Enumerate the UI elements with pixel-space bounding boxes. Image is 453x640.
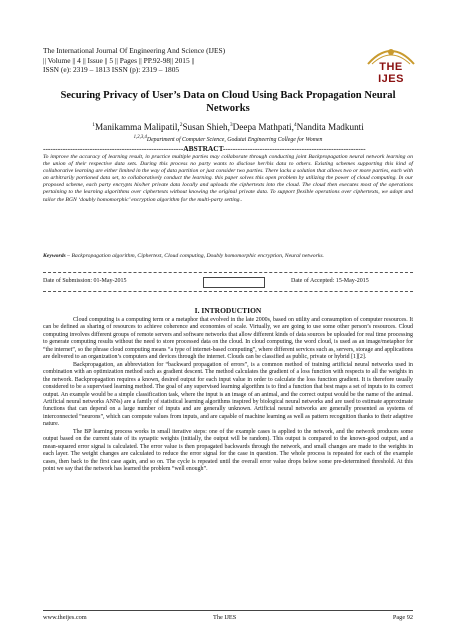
date-submission: Date of Submission: 01-May-2015 bbox=[43, 278, 127, 284]
paper-title: Securing Privacy of User’s Data on Cloud Using Back Propagation Neural Networks bbox=[60, 90, 396, 114]
author-3-number: 3 bbox=[229, 122, 233, 128]
footer-website[interactable]: www.theijes.com bbox=[43, 614, 87, 621]
paragraph-1: Cloud computing is a computing term or a metaphor that evolved in the late 2000s, based on utility and consumption of computer resources. It can be defined as sharing of resources to achieve coherence and economies of scale. Virtually, we are going to use some other person’s resources. Cloud computing involves different groups of remote servers and software networks that allow different kinds of data sources be uploaded for real time processing to generate computing results without the need to store processed data on the cloud. In cloud computing, the word cloud, is used as an image/metaphor for “the internet”, so the phrase cloud computing means “a type of internet-based computing”, where different services such as, servers, storage and applications are delivered to an organization’s computers and devices through the internet. Clouds can be classified as public, private or hybrid [1][2]. bbox=[43, 317, 413, 361]
logo-text: THE IJES bbox=[378, 61, 404, 85]
keywords-label: Keywords bbox=[43, 253, 66, 259]
journal-name: The International Journal Of Engineering And Science (IJES) bbox=[43, 46, 226, 55]
author-2-number: 2 bbox=[179, 122, 183, 128]
divider-bottom bbox=[43, 291, 413, 292]
author-3: Deepa Mathpati bbox=[232, 122, 292, 133]
divider-top bbox=[43, 272, 413, 273]
author-4: Nandita Madkunti bbox=[296, 122, 364, 133]
date-accepted: Date of Accepted: 15-May-2015 bbox=[291, 278, 369, 284]
affiliation-text: Department of Computer Science, Godutai Engineering College for Women bbox=[146, 136, 323, 143]
paragraph-2: Backpropagation, an abbreviation for “backward propagation of errors”, is a common method of training artificial neural networks used in combination with an optimization method such as gradient descent. The method calculates the gradient of a loss function with respects to all the weights in the network. Backpropagation requires a known, desired output for each input value in order to calculate the loss function gradient. It is therefore usually considered to be a supervised learning method. The goal of any supervised learning algorithm is to find a function that best maps a set of inputs to its correct output. An example would be a simple classification task, where the input is an image of an animal, and the correct output would be the name of the animal. Artificial neural networks ANNs) are a family of statistical learning algorithms inspired by biological neural networks and are used to estimate approximate functions that can depend on a large number of inputs and are generally unknown. Artificial neural networks are generally presented as systems of interconnected “neurons”, which can compute values from inputs, and are capable of machine learning as well as pattern recognition thanks to their adaptive nature. bbox=[43, 361, 413, 428]
author-2: Susan Shieh bbox=[182, 122, 228, 133]
section-heading: I. INTRODUCTION bbox=[194, 306, 262, 315]
keywords bbox=[43, 253, 413, 260]
journal-logo bbox=[366, 44, 416, 84]
dates-separator-box bbox=[203, 277, 265, 288]
journal-issn: ISSN (e): 2319 – 1813 ISSN (p): 2319 – 1805 bbox=[43, 65, 180, 75]
abstract-heading: ---------------------------------------------------------ABSTRACT---------------------------------------------------------- bbox=[43, 144, 366, 153]
paragraph-3: The BP learning process works in small iterative steps: one of the example cases is applied to the network, and the network produces some output based on the current state of its synaptic weights (initially, the output will be random). This output is compared to the known-good output, and a mean-squared error signal is calculated. The error value is then propagated backwards through the network, and small changes are made to the weights in each layer. The weight changes are calculated to reduce the error signal for the case in question. The whole process is repeated for each of the example cases, then back to the first case again, and so on. The cycle is repeated until the overall error value drops below some pre-determined threshold. At this point we say that the network has learned the problem “well enough”. bbox=[43, 428, 413, 473]
keywords-text: – Backpropagation algorithm, Ciphertext, Cloud computing, Doubly homomorphic encryption, Neural networks. bbox=[65, 253, 324, 259]
introduction-body bbox=[43, 317, 413, 474]
footer-journal: The IJES bbox=[213, 614, 237, 621]
journal-volume: || Volume || 4 || Issue || 5 || Pages || PP.92-98|| 2015 || bbox=[43, 55, 195, 65]
author-1-number: 1 bbox=[92, 122, 95, 128]
affiliation bbox=[43, 135, 413, 143]
footer-page-number: Page 92 bbox=[392, 614, 413, 621]
author-1: Manikamma Malipatil bbox=[94, 122, 178, 133]
journal-info bbox=[43, 46, 363, 75]
footer-divider bbox=[43, 610, 413, 611]
affiliation-numbers: 1,2,3,4 bbox=[133, 135, 147, 140]
abstract-text: To improve the accuracy of learning result, in practice multiple parties may collaborate through conducting joint Backpropagation neural network learning on the union of their respective data sets. During this process no party wants to disclose her/his data to others. Existing schemes supporting this kind of collaborative learning are either limited in the way of data partition or just consider two parties. There lacks a solution that allows two or more parties, each with an arbitrarily portioned data set, to collaboratively conduct the learning. this paper solves this open problem by utilizing the power of cloud computing. In our proposed scheme, each party encrypts his/her private data locally and uploads the ciphertexts into the cloud. The cloud then executes most of the operations pertaining to the learning algorithms over ciphertexts without knowing the original private data. To support flexible operations over ciphertexts, we adopt and tailor the BGN ‘doubly homomorphic’ encryption algorithm for the multi-party setting.. bbox=[43, 154, 413, 203]
author-list: $^1$Manikamma Malipatil,$^2$Susan Shieh,$^3$Deepa Mathpati,$^4$Nandita Madkunti bbox=[92, 122, 364, 133]
author-4-number: 4 bbox=[293, 122, 297, 128]
